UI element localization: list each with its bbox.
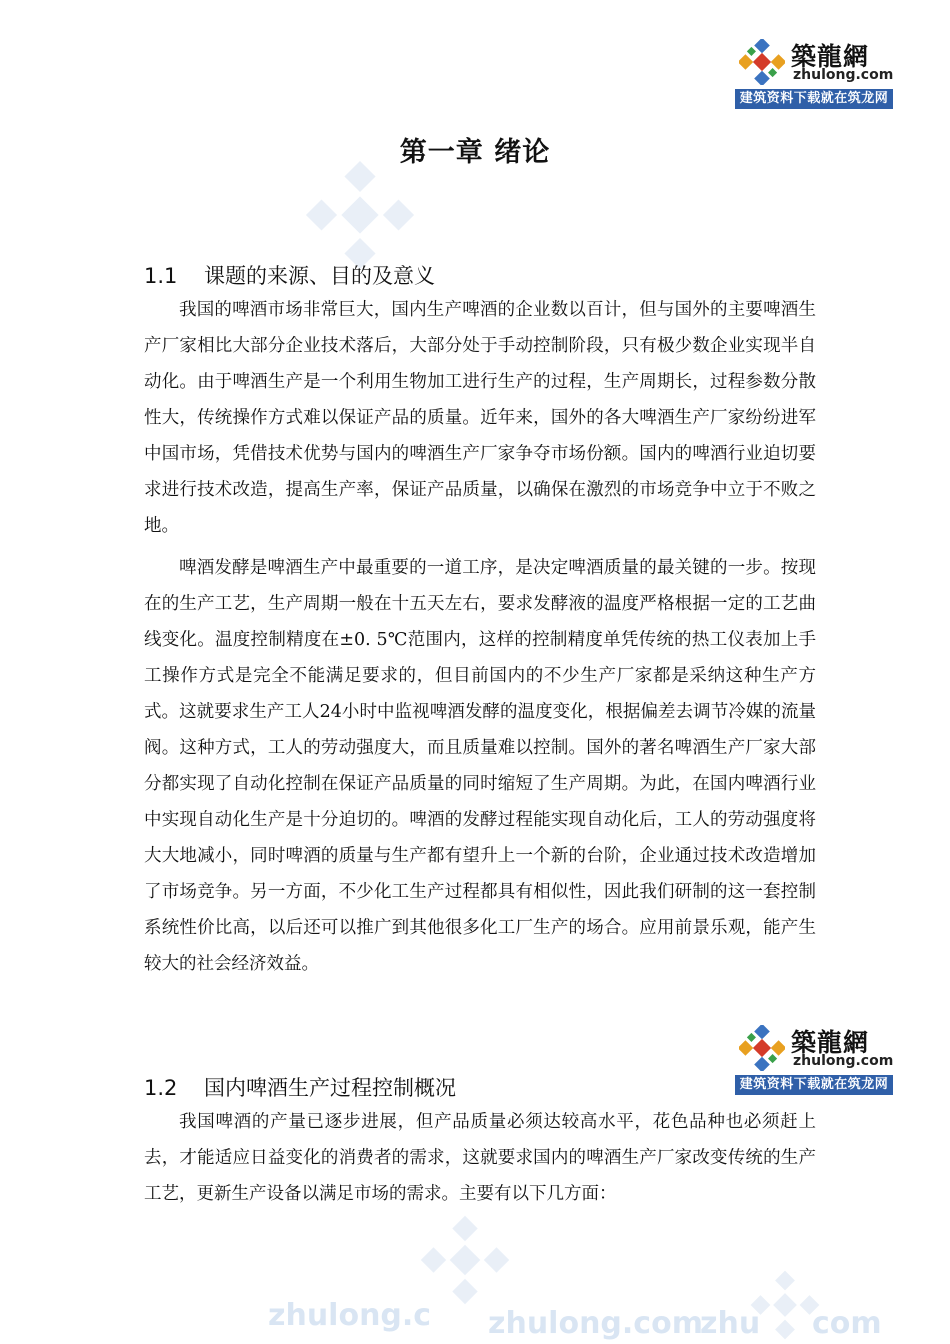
paragraph: 啤酒发酵是啤酒生产中最重要的一道工序，是决定啤酒质量的最关键的一步。按现在的生产工艺，生产周期一般在十五天左右，要求发酵液的温度严格根据一定的工艺曲线变化。温度控制精度在±0. 5℃范围内，这样的控制精度单凭传统的热工仪表加上手工操作方式是完全不能满足要求的，但目前国内的不少生产厂家都是采纳这种生产方式。这就要求生产工人24小时中监视啤酒发酵的温度变化，根据偏差去调节冷媒的流量阀。这种方式，工人的劳动强度大，而且质量难以控制。国外的著名啤酒生产厂家大部分都实现了自动化控制在保证产品质量的同时缩短了生产周期。为此，在国内啤酒行业中实现自动化生产是十分迫切的。啤酒的发酵过程能实现自动化后，工人的劳动强度将大大地减小，同时啤酒的质量与生产都有望升上一个新的台阶，企业通过技术改造增加了市场竞争。另一方面，不少化工生产过程都具有相似性，因此我们研制的这一套控制系统性价比高，以后还可以推广到其他很多化工厂生产的场合。应用前景乐观，能产生较大的社会经济效益。 bbox=[144, 558, 816, 974]
watermark-text: com bbox=[812, 1306, 882, 1341]
chapter-title: 第一章 绪论 bbox=[399, 137, 551, 168]
zhulong-logo-icon bbox=[739, 1025, 785, 1071]
watermark-logo-icon bbox=[305, 160, 415, 270]
section-number: 1.1 bbox=[144, 264, 178, 288]
zhulong-logo-icon bbox=[739, 39, 785, 85]
logo-name: 築龍網 bbox=[791, 42, 870, 71]
section-number: 1.2 bbox=[144, 1076, 178, 1100]
watermark-logo-icon bbox=[750, 1270, 820, 1340]
section-title: 国内啤酒生产过程控制概况 bbox=[204, 1076, 456, 1100]
paragraph: 我国的啤酒市场非常巨大，国内生产啤酒的企业数以百计，但与国外的主要啤酒生产厂家相比大部分企业技术落后，大部分处于手动控制阶段，只有极少数企业实现半自动化。由于啤酒生产是一个利用生物加工进行生产的过程，生产周期长，过程参数分散性大，传统操作方式难以保证产品的质量。近年来，国外的各大啤酒生产厂家纷纷进军中国市场，凭借技术优势与国内的啤酒生产厂家争夺市场份额。国内的啤酒行业迫切要求进行技术改造，提高生产率，保证产品质量，以确保在激烈的市场竞争中立于不败之地。 bbox=[144, 300, 816, 536]
section-heading bbox=[144, 1072, 456, 1102]
section-heading bbox=[144, 260, 435, 290]
watermark-text: zhulong.com bbox=[488, 1306, 703, 1341]
watermark-logo-icon bbox=[420, 1215, 510, 1305]
paragraph: 我国啤酒的产量已逐步进展，但产品质量必须达较高水平，花色品种也必须赶上去，才能适应日益变化的消费者的需求，这就要求国内的啤酒生产厂家改变传统的生产工艺，更新生产设备以满足市场的需求。主要有以下几方面： bbox=[144, 1112, 816, 1204]
watermark-text: zhu bbox=[700, 1306, 761, 1341]
logo-slogan: 建筑资料下载就在筑龙网 bbox=[735, 89, 893, 109]
zhulong-logo bbox=[735, 33, 893, 109]
logo-domain: zhulong.com bbox=[793, 1053, 894, 1069]
zhulong-logo bbox=[735, 1019, 893, 1095]
logo-slogan: 建筑资料下载就在筑龙网 bbox=[735, 1075, 893, 1095]
logo-domain: zhulong.com bbox=[793, 67, 894, 83]
watermark-text: zhulong.c bbox=[268, 1298, 432, 1333]
logo-name: 築龍網 bbox=[791, 1028, 870, 1057]
section-title: 课题的来源、目的及意义 bbox=[204, 264, 435, 288]
